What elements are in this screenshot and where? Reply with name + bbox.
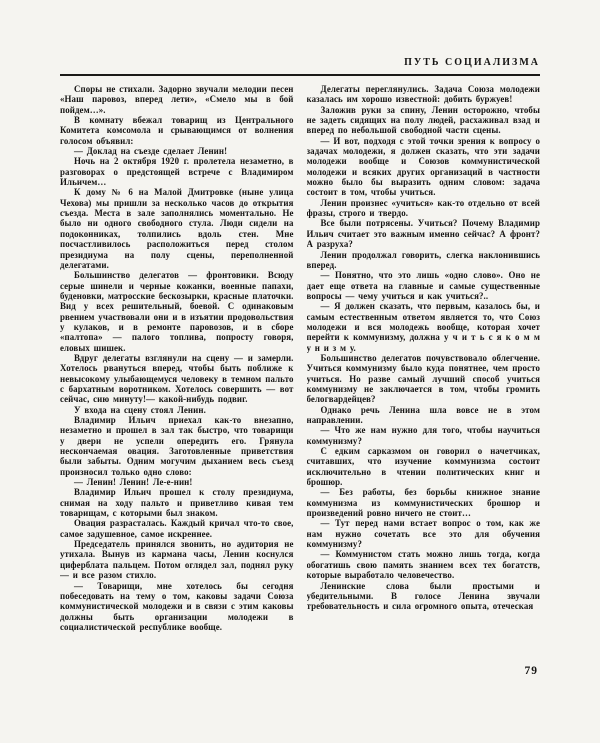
paragraph: — Ленин! Ленин! Ле-е-нин! (74, 477, 193, 488)
paragraph: — Товарищи, мне хотелось бы сегодня побеседовать на тему о том, каковы задачи Союза коммунистической молодежи и в связи с этим каковы должны быть организации молодежи в социалистической республике вообще. (60, 580, 294, 632)
paragraph: Владимир Ильич приехал как-то внезапно, незаметно и прошел в зал так быстро, что товарищи у двери не успели опередить его. Грянула нескончаемая овация. Заготовленные приветствия были забыты. Одним могучим дыханием весь съезд произносил только одно слово: (60, 415, 294, 477)
page-header (60, 52, 540, 76)
paragraph: — Без работы, без борьбы книжное знание коммунизма из коммунистических брошюр и произведений ровно ничего не стоит… (306, 487, 540, 519)
paragraph: Владимир Ильич прошел к столу президиума, снимая на ходу пальто и приветливо кивая тем товарищам, с которыми был знаком. (60, 487, 294, 519)
paragraph: Однако речь Ленина шла вовсе не в этом направлении. (306, 404, 540, 425)
paragraph: К дому № 6 на Малой Дмитровке (ныне улица Чехова) мы пришли за несколько часов до открытия съезда. Места в зале заполнялись моментально. Не было ни одного свободного стула. Люди сидели на подоконниках, толпились вдоль стен. Мне посчастливилось расположиться перед столом президиума на полу сцены, переполненной делегатами. (60, 187, 294, 270)
paragraph: Большинство делегатов почувствовало облегчение. Учиться коммунизму было куда понятнее, чем просто учиться. Но разве самый лучший способ учиться коммунизму не заключается в том, чтобы громить белогвардейцев? (306, 352, 540, 405)
running-title: ПУТЬ СОЦИАЛИЗМА (404, 57, 540, 68)
paragraph: — Коммунистом стать можно лишь тогда, когда обогатишь свою память знанием всех тех богатств, которые выработало человечество. (306, 549, 540, 581)
paragraph: Заложив руки за спину, Ленин осторожно, чтобы не задеть сидящих на полу людей, расхаживал взад и вперед по небольшой свободной части сцены. (306, 104, 540, 136)
paragraph: Овация разрасталась. Каждый кричал что-то свое, самое задушевное, самое искреннее. (60, 518, 294, 539)
text-column-right (307, 84, 541, 664)
paragraph: Делегаты переглянулись. Задача Союза молодежи казалась им хорошо известной: добить буржуев! (306, 84, 540, 105)
paragraph: Споры не стихали. Задорно звучали мелодии песен «Наш паровоз, вперед лети», «Смело мы в бой пойдем…». (60, 84, 294, 115)
paragraph: С едким сарказмом он говорил о начетчиках, считавших, что изучение коммунизма состоит исключительно в чтении политических книг и брошюр. (306, 446, 540, 488)
header-rule (60, 74, 540, 76)
paragraph: Вдруг делегаты взглянули на сцену — и замерли. Хотелось рвануться вперед, чтобы быть поближе к невысокому улыбающемуся человеку в темном пальто с бархатным воротником. Хотелось совершить — вот сейчас, сию минуту!— какой-нибудь подвиг. (60, 352, 294, 405)
paragraph: Все были потрясены. Учиться? Почему Владимир Ильич считает это важным именно сейчас? А фронт? А разруха? (306, 218, 540, 250)
paragraph: — Я должен сказать, что первым, казалось бы, и самым естественным ответом является то, что Союз молодежи и вся молодежь вообще, которая хочет перейти к коммунизму, должна у ч и т ь с я к о м м у н и з м у. (306, 301, 540, 353)
text-columns (60, 84, 540, 664)
paragraph: Председатель принялся звонить, но аудитория не утихала. Вынув из кармана часы, Ленин коснулся циферблата пальцем. Потом оглядел зал, поднял руку — и все разом стихло. (60, 539, 294, 581)
paragraph: — Понятно, что это лишь «одно слово». Оно не дает еще ответа на главные и самые существенные вопросы — чему учиться и как учиться?.. (306, 270, 540, 301)
paragraph: Ленин произнес «учиться» как-то отдельно от всей фразы, строго и твердо. (306, 197, 540, 219)
paragraph: Ленин продолжал говорить, слегка наклонившись вперед. (306, 249, 540, 270)
paragraph: У входа на сцену стоял Ленин. (74, 404, 206, 415)
paragraph: Ленинские слова были простыми и убедительными. В голосе Ленина звучали требовательность и сила огромного опыта, отеческая (306, 580, 540, 612)
text-column-left (60, 84, 294, 664)
paragraph: Ночь на 2 октября 1920 г. пролетела незаметно, в разговорах о предстоящей встрече с Владимиром Ильичем… (60, 156, 294, 188)
paragraph: В комнату вбежал товарищ из Центрального Комитета комсомола и срывающимся от волнения голосом объявил: (60, 115, 294, 146)
paragraph: — Доклад на съезде сделает Ленин! (74, 146, 228, 157)
page-number: 79 (524, 665, 538, 677)
paragraph: — Тут перед нами встает вопрос о том, как же нам нужно сочетать все это для обучения коммунизму? (306, 518, 540, 550)
paragraph: — Что же нам нужно для того, чтобы научиться коммунизму? (306, 425, 540, 446)
paragraph: Большинство делегатов — фронтовики. Всюду серые шинели и черные кожанки, военные папахи, буденовки, матросские бескозырки, красные платочки. Вид у всех решительный, боевой. С одинаковым рвением участвовали они и в изъятии продовольствия у кулаков, и в ремонте паровозов, и в сборе «палтопа» — палого топлива, попросту говоря, еловых шишек. (60, 270, 294, 353)
paragraph: — И вот, подходя с этой точки зрения к вопросу о задачах молодежи, я должен сказать, что эти задачи молодежи вообще и Союзов коммунистической молодежи и всяких других организаций в частности можно было бы выразить одним словом: задача состоит в том, чтобы учиться. (306, 135, 540, 198)
